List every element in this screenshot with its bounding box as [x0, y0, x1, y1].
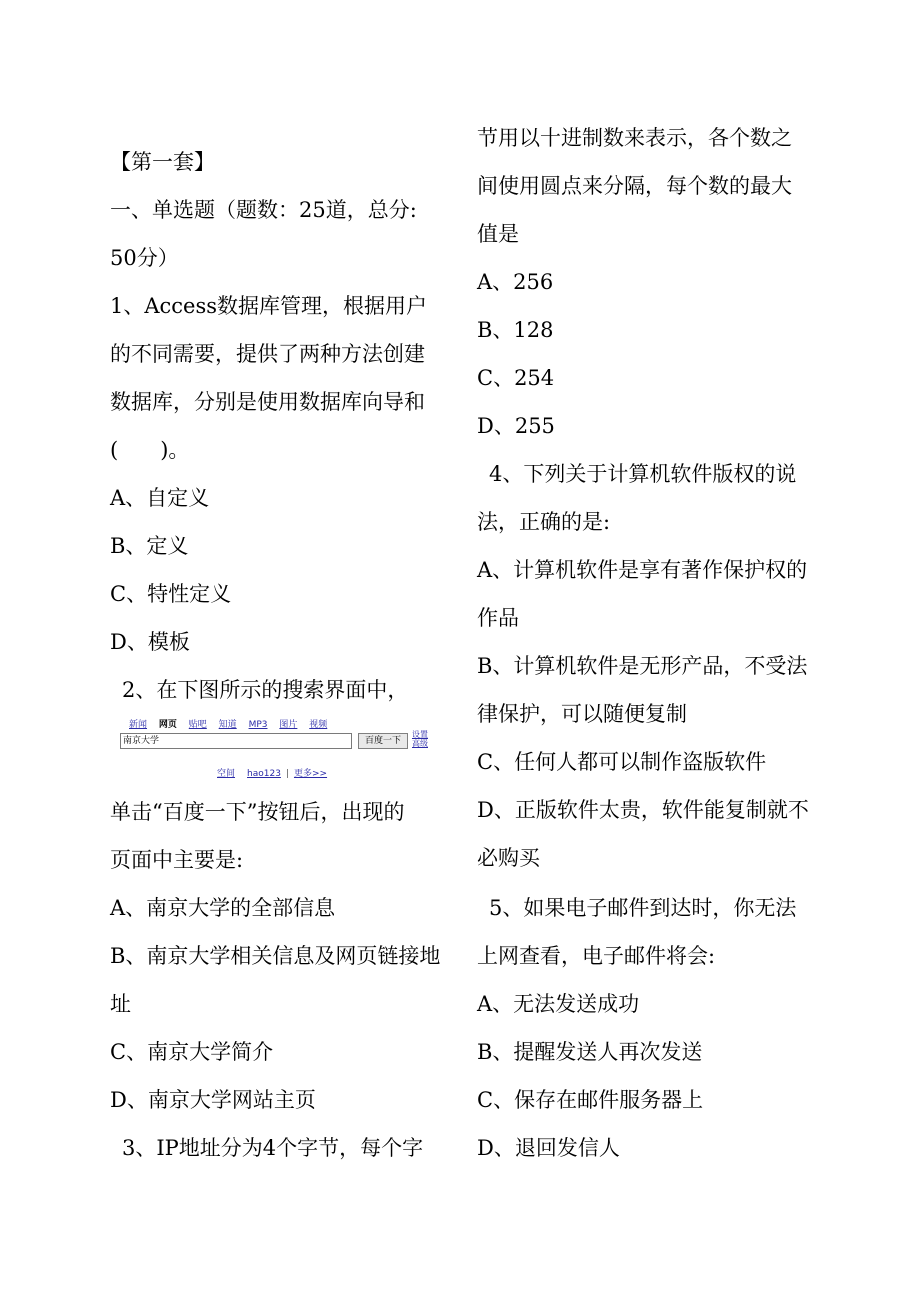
q1-option-c: C、特性定义 — [110, 582, 232, 606]
q3-text-2: 节用以十进制数来表示，各个数之 — [477, 126, 792, 150]
hao123-link[interactable]: hao123 — [247, 769, 281, 779]
q4-option-c: C、任何人都可以制作盗版软件 — [477, 750, 767, 774]
q3-option-a: A、256 — [477, 270, 554, 294]
q4-option-d-cont: 必购买 — [477, 846, 540, 870]
q2-text-3: 页面中主要是: — [110, 848, 244, 872]
section-heading-cont: 50分） — [110, 246, 179, 270]
q3-text-4: 值是 — [477, 222, 519, 246]
baidu-footer-links — [217, 766, 327, 779]
q1-option-a: A、自定义 — [110, 486, 210, 510]
q4-text-1: 4、下列关于计算机软件版权的说 — [489, 462, 797, 486]
space-link[interactable]: 空间 — [217, 769, 236, 779]
q4-option-b: B、计算机软件是无形产品，不受法 — [477, 654, 808, 678]
q2-text-2: 单击“百度一下”按钮后，出现的 — [110, 800, 405, 824]
q1-text-3: 数据库，分别是使用数据库向导和 — [110, 390, 425, 414]
tab-images[interactable]: 图片 — [279, 720, 298, 730]
baidu-search-button[interactable]: 百度一下 — [358, 733, 408, 749]
q3-text-1: 3、IP地址分为4个字节，每个字 — [122, 1136, 424, 1160]
q5-text-2: 上网查看，电子邮件将会: — [477, 944, 716, 968]
q2-option-b-cont: 址 — [110, 992, 131, 1016]
q5-option-d: D、退回发信人 — [477, 1136, 620, 1160]
footer-separator: | — [285, 769, 289, 779]
q1-blank-close: )。 — [160, 438, 190, 462]
advanced-link[interactable]: 高级 — [412, 739, 428, 748]
q4-option-d: D、正版软件太贵，软件能复制就不 — [477, 798, 809, 822]
q1-blank — [110, 436, 189, 464]
tab-zhidao[interactable]: 知道 — [218, 720, 237, 730]
q5-text-1: 5、如果电子邮件到达时，你无法 — [489, 896, 797, 920]
q4-option-a: A、计算机软件是享有著作保护权的 — [477, 558, 808, 582]
q5-option-a: A、无法发送成功 — [477, 992, 640, 1016]
q3-option-d: D、255 — [477, 414, 555, 438]
tab-news[interactable]: 新闻 — [129, 720, 148, 730]
more-link[interactable]: 更多>> — [293, 769, 328, 779]
tab-mp3[interactable]: MP3 — [248, 720, 268, 730]
settings-link[interactable]: 设置 — [412, 730, 428, 739]
baidu-tabs — [129, 717, 336, 730]
set-title: 【第一套】 — [110, 150, 215, 174]
tab-video[interactable]: 视频 — [309, 720, 328, 730]
tab-tieba[interactable]: 贴吧 — [188, 720, 207, 730]
q1-option-d: D、模板 — [110, 630, 190, 654]
q1-blank-open: ( — [110, 438, 119, 462]
q2-option-b: B、南京大学相关信息及网页链接地 — [110, 944, 441, 968]
search-input[interactable]: 南京大学 — [120, 733, 352, 749]
q4-option-a-cont: 作品 — [477, 606, 519, 630]
q2-text-1: 2、在下图所示的搜索界面中， — [122, 678, 409, 702]
q2-option-a: A、南京大学的全部信息 — [110, 896, 336, 920]
q1-text-1: 1、Access数据库管理，根据用户 — [110, 294, 428, 318]
q3-text-3: 间使用圆点来分隔，每个数的最大 — [477, 174, 792, 198]
q2-option-c: C、南京大学简介 — [110, 1040, 274, 1064]
baidu-search-screenshot — [120, 714, 440, 782]
q3-option-b: B、128 — [477, 318, 554, 342]
q4-option-b-cont: 律保护，可以随便复制 — [477, 702, 687, 726]
section-heading: 一、单选题（题数：25道，总分: — [110, 198, 417, 222]
q5-option-b: B、提醒发送人再次发送 — [477, 1040, 703, 1064]
tab-web[interactable]: 网页 — [158, 720, 177, 730]
q2-option-d: D、南京大学网站主页 — [110, 1088, 316, 1112]
q1-option-b: B、定义 — [110, 534, 189, 558]
q3-option-c: C、254 — [477, 366, 555, 390]
q4-text-2: 法，正确的是: — [477, 510, 611, 534]
q5-option-c: C、保存在邮件服务器上 — [477, 1088, 704, 1112]
q1-text-2: 的不同需要，提供了两种方法创建 — [110, 342, 425, 366]
settings-links[interactable] — [412, 730, 432, 748]
